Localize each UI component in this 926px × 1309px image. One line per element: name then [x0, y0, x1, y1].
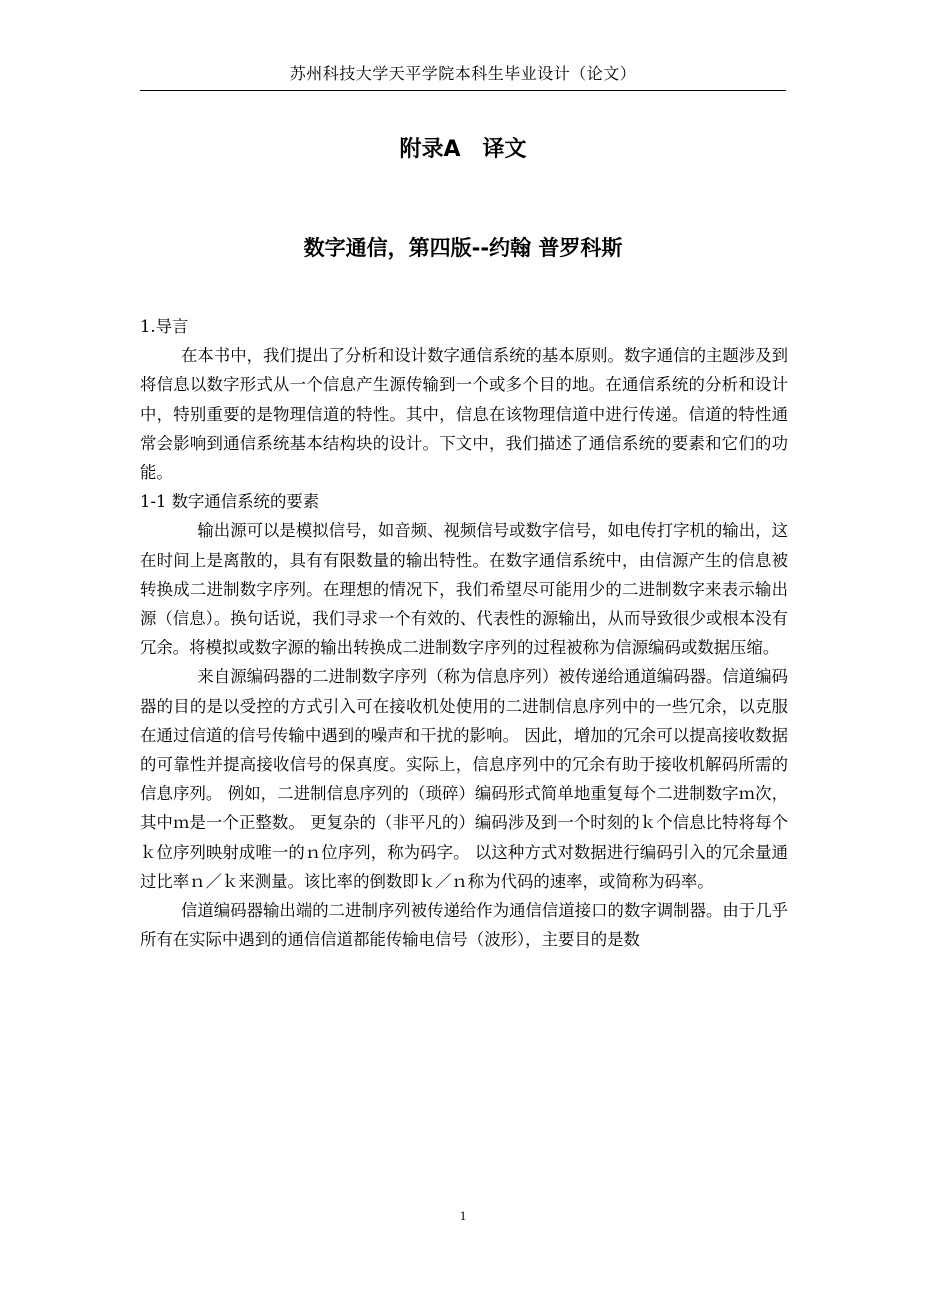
- elements-heading: 1-1 数字通信系统的要素: [140, 492, 320, 512]
- appendix-title: 附录A 译文: [399, 137, 527, 162]
- page-number: 1: [459, 1208, 467, 1223]
- modulator-paragraph: 信道编码器输出端的二进制序列被传递给作为通信信道接口的数字调制器。由于几乎所有在实际中遇到的通信信道都能传输电信号（波形），主要目的是数: [140, 901, 788, 950]
- body-text: [140, 312, 788, 954]
- source-paragraph: 输出源可以是模拟信号，如音频、视频信号或数字信号，如电传打字机的输出，这在时间上是离散的，具有有限数量的输出特性。在数字通信系统中，由信源产生的信息被转换成二进制数字序列。在理想的情况下，我们希望尽可能用少的二进制数字来表示输出源（信息）。换句话说，我们寻求一个有效的、代表性的源输出，从而导致很少或根本没有冗余。将模拟或数字源的输出转换成二进制数字序列的过程被称为信源编码或数据压缩。: [140, 521, 788, 658]
- intro-heading: 1.导言: [140, 317, 189, 336]
- intro-paragraph: 在本书中，我们提出了分析和设计数字通信系统的基本原则。数字通信的主题涉及到将信息以数字形式从一个信息产生源传输到一个或多个目的地。在通信系统的分析和设计中，特别重要的是物理信道的特性。其中，信息在该物理信道中进行传递。信道的特性通常会影响到通信系统基本结构块的设计。下文中，我们描述了通信系统的要素和它们的功能。: [140, 346, 788, 483]
- running-header: [140, 62, 786, 91]
- channel-encoder-paragraph: 来自源编码器的二进制数字序列（称为信息序列）被传递给通道编码器。信道编码器的目的是以受控的方式引入可在接收机处使用的二进制信息序列中的一些冗余，以克服在通过信道的信号传输中遇到的噪声和干扰的影响。 因此，增加的冗余可以提高接收数据的可靠性并提高接收信号的保真度。实际上，信息序列中的冗余有助于接收机解码所需的信息序列。 例如，二进制信息序列的（琐碎）编码形式简单地重复每个二进制数字ｍ次，其中ｍ是一个正整数。 更复杂的（非平凡的）编码涉及到一个时刻的ｋ个信息比特将每个ｋ位序列映射成唯一的ｎ位序列，称为码字。 以这种方式对数据进行编码引入的冗余量通过比率ｎ／ｋ来测量。该比率的倒数即ｋ／ｎ称为代码的速率，或简称为码率。: [140, 667, 788, 891]
- running-header-title: 苏州科技大学天平学院本科生毕业设计（论文）: [289, 64, 637, 83]
- document-title: 数字通信，第四版--约翰 普罗科斯: [303, 236, 623, 260]
